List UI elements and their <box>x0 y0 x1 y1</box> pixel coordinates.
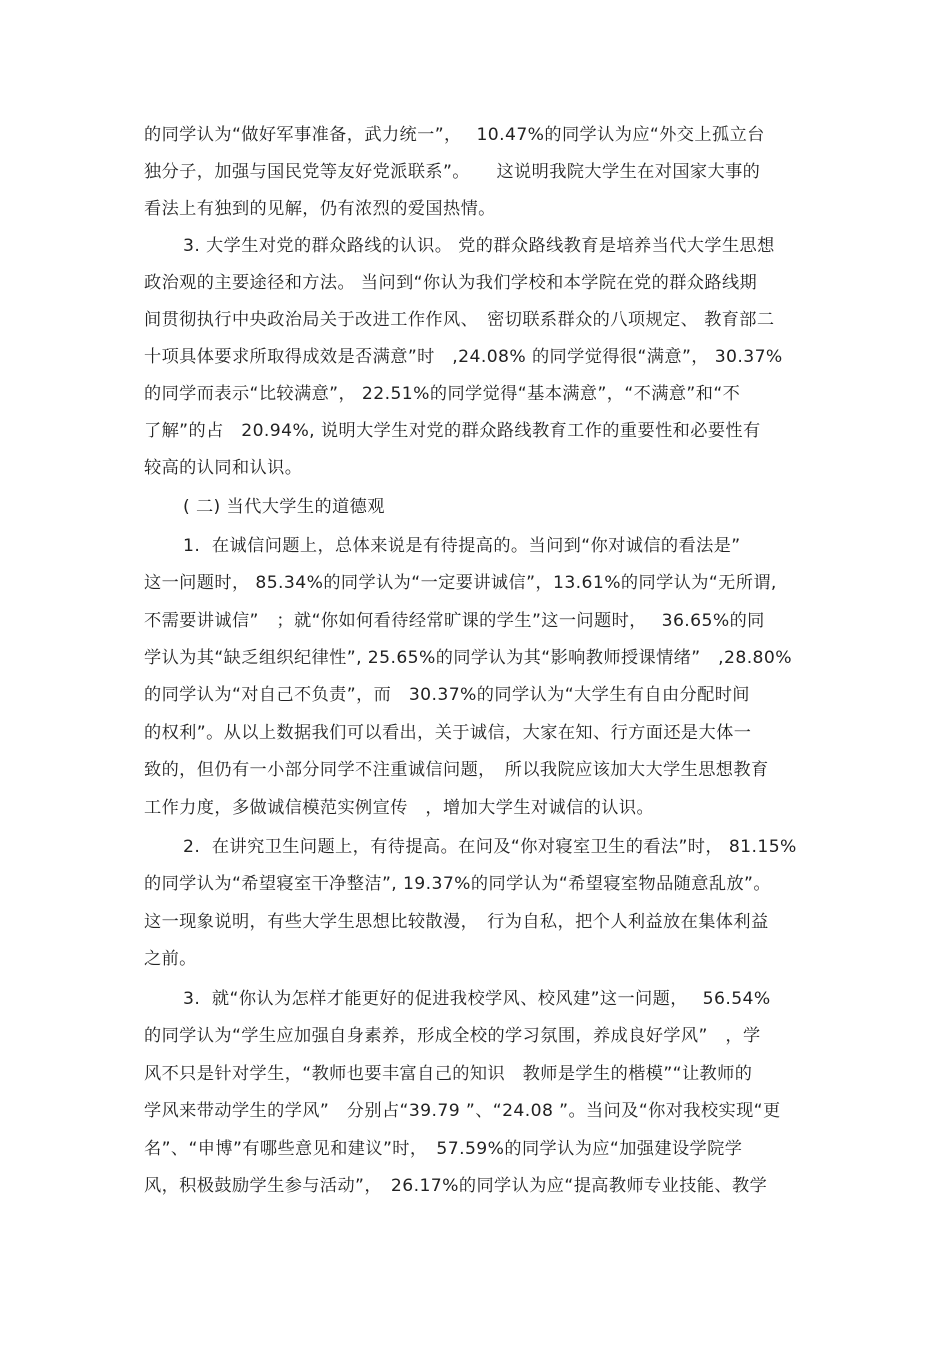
text-line: 名”、“申博”有哪些意见和建议”时， 57.59%的同学认为应“加强建设学院学 <box>144 1139 743 1159</box>
text-line: 的同学而表示“比较满意”， 22.51%的同学觉得“基本满意”，“不满意”和“不 <box>144 384 741 404</box>
text-line: 不需要讲诚信” ；就“你如何看待经常旷课的学生”这一问题时， 36.65%的同 <box>144 611 765 631</box>
text-line: 独分子，加强与国民党等友好党派联系”。 这说明我院大学生在对国家大事的 <box>144 162 761 182</box>
text-line: 学认为其“缺乏组织纪律性”, 25.65%的同学认为其“影响教师授课情绪” ,28.80% <box>144 648 792 668</box>
text-line: 学风来带动学生的学风” 分别占“39.79 ”、“24.08 ”。当问及“你对我校实现“更 <box>144 1101 781 1121</box>
text-line: 1. 在诚信问题上，总体来说是有待提高的。当问到“你对诚信的看法是” <box>183 536 741 556</box>
section-heading: ( 二) 当代大学生的道德观 <box>183 497 385 517</box>
text-line: 的同学认为“学生应加强自身素养，形成全校的学习氛围，养成良好学风” ，学 <box>144 1026 761 1046</box>
text-line: 十项具体要求所取得成效是否满意”时 ,24.08% 的同学觉得很“满意”， 30.37% <box>144 347 783 367</box>
text-line: 风不只是针对学生，“教师也要丰富自己的知识 教师是学生的楷模”“让教师的 <box>144 1064 753 1084</box>
text-line: 的同学认为“希望寝室干净整洁”, 19.37%的同学认为“希望寝室物品随意乱放”。 <box>144 874 771 894</box>
text-line: 之前。 <box>144 949 197 969</box>
text-line: 3. 大学生对党的群众路线的认识。 党的群众路线教育是培养当代大学生思想 <box>183 236 775 256</box>
text-line: 了解”的占 20.94%, 说明大学生对党的群众路线教育工作的重要性和必要性有 <box>144 421 761 441</box>
text-line: 看法上有独到的见解，仍有浓烈的爱国热情。 <box>144 199 496 219</box>
text-line: 政治观的主要途径和方法。 当问到“你认为我们学校和本学院在党的群众路线期 <box>144 273 758 293</box>
text-line: 的同学认为“做好军事准备，武力统一”， 10.47%的同学认为应“外交上孤立台 <box>144 125 765 145</box>
text-line: 3. 就“你认为怎样才能更好的促进我校学风、校风建”这一问题， 56.54% <box>183 989 771 1009</box>
text-line: 风，积极鼓励学生参与活动”， 26.17%的同学认为应“提高教师专业技能、教学 <box>144 1176 768 1196</box>
text-line: 的权利”。从以上数据我们可以看出，关于诚信，大家在知、行方面还是大体一 <box>144 723 752 743</box>
text-line: 工作力度，多做诚信模范实例宣传 ，增加大学生对诚信的认识。 <box>144 798 655 818</box>
text-line: 致的，但仍有一小部分同学不注重诚信问题， 所以我院应该加大大学生思想教育 <box>144 760 769 780</box>
text-line: 的同学认为“对自己不负责”，而 30.37%的同学认为“大学生有自由分配时间 <box>144 685 750 705</box>
text-line: 这一现象说明，有些大学生思想比较散漫， 行为自私，把个人利益放在集体利益 <box>144 912 769 932</box>
text-line: 间贯彻执行中央政治局关于改进工作作风、 密切联系群众的八项规定、 教育部二 <box>144 310 775 330</box>
text-line: 较高的认同和认识。 <box>144 458 303 478</box>
text-line: 2. 在讲究卫生问题上，有待提高。在问及“你对寝室卫生的看法”时， 81.15% <box>183 837 797 857</box>
text-line: 这一问题时， 85.34%的同学认为“一定要讲诚信”，13.61%的同学认为“无所谓, <box>144 573 777 593</box>
